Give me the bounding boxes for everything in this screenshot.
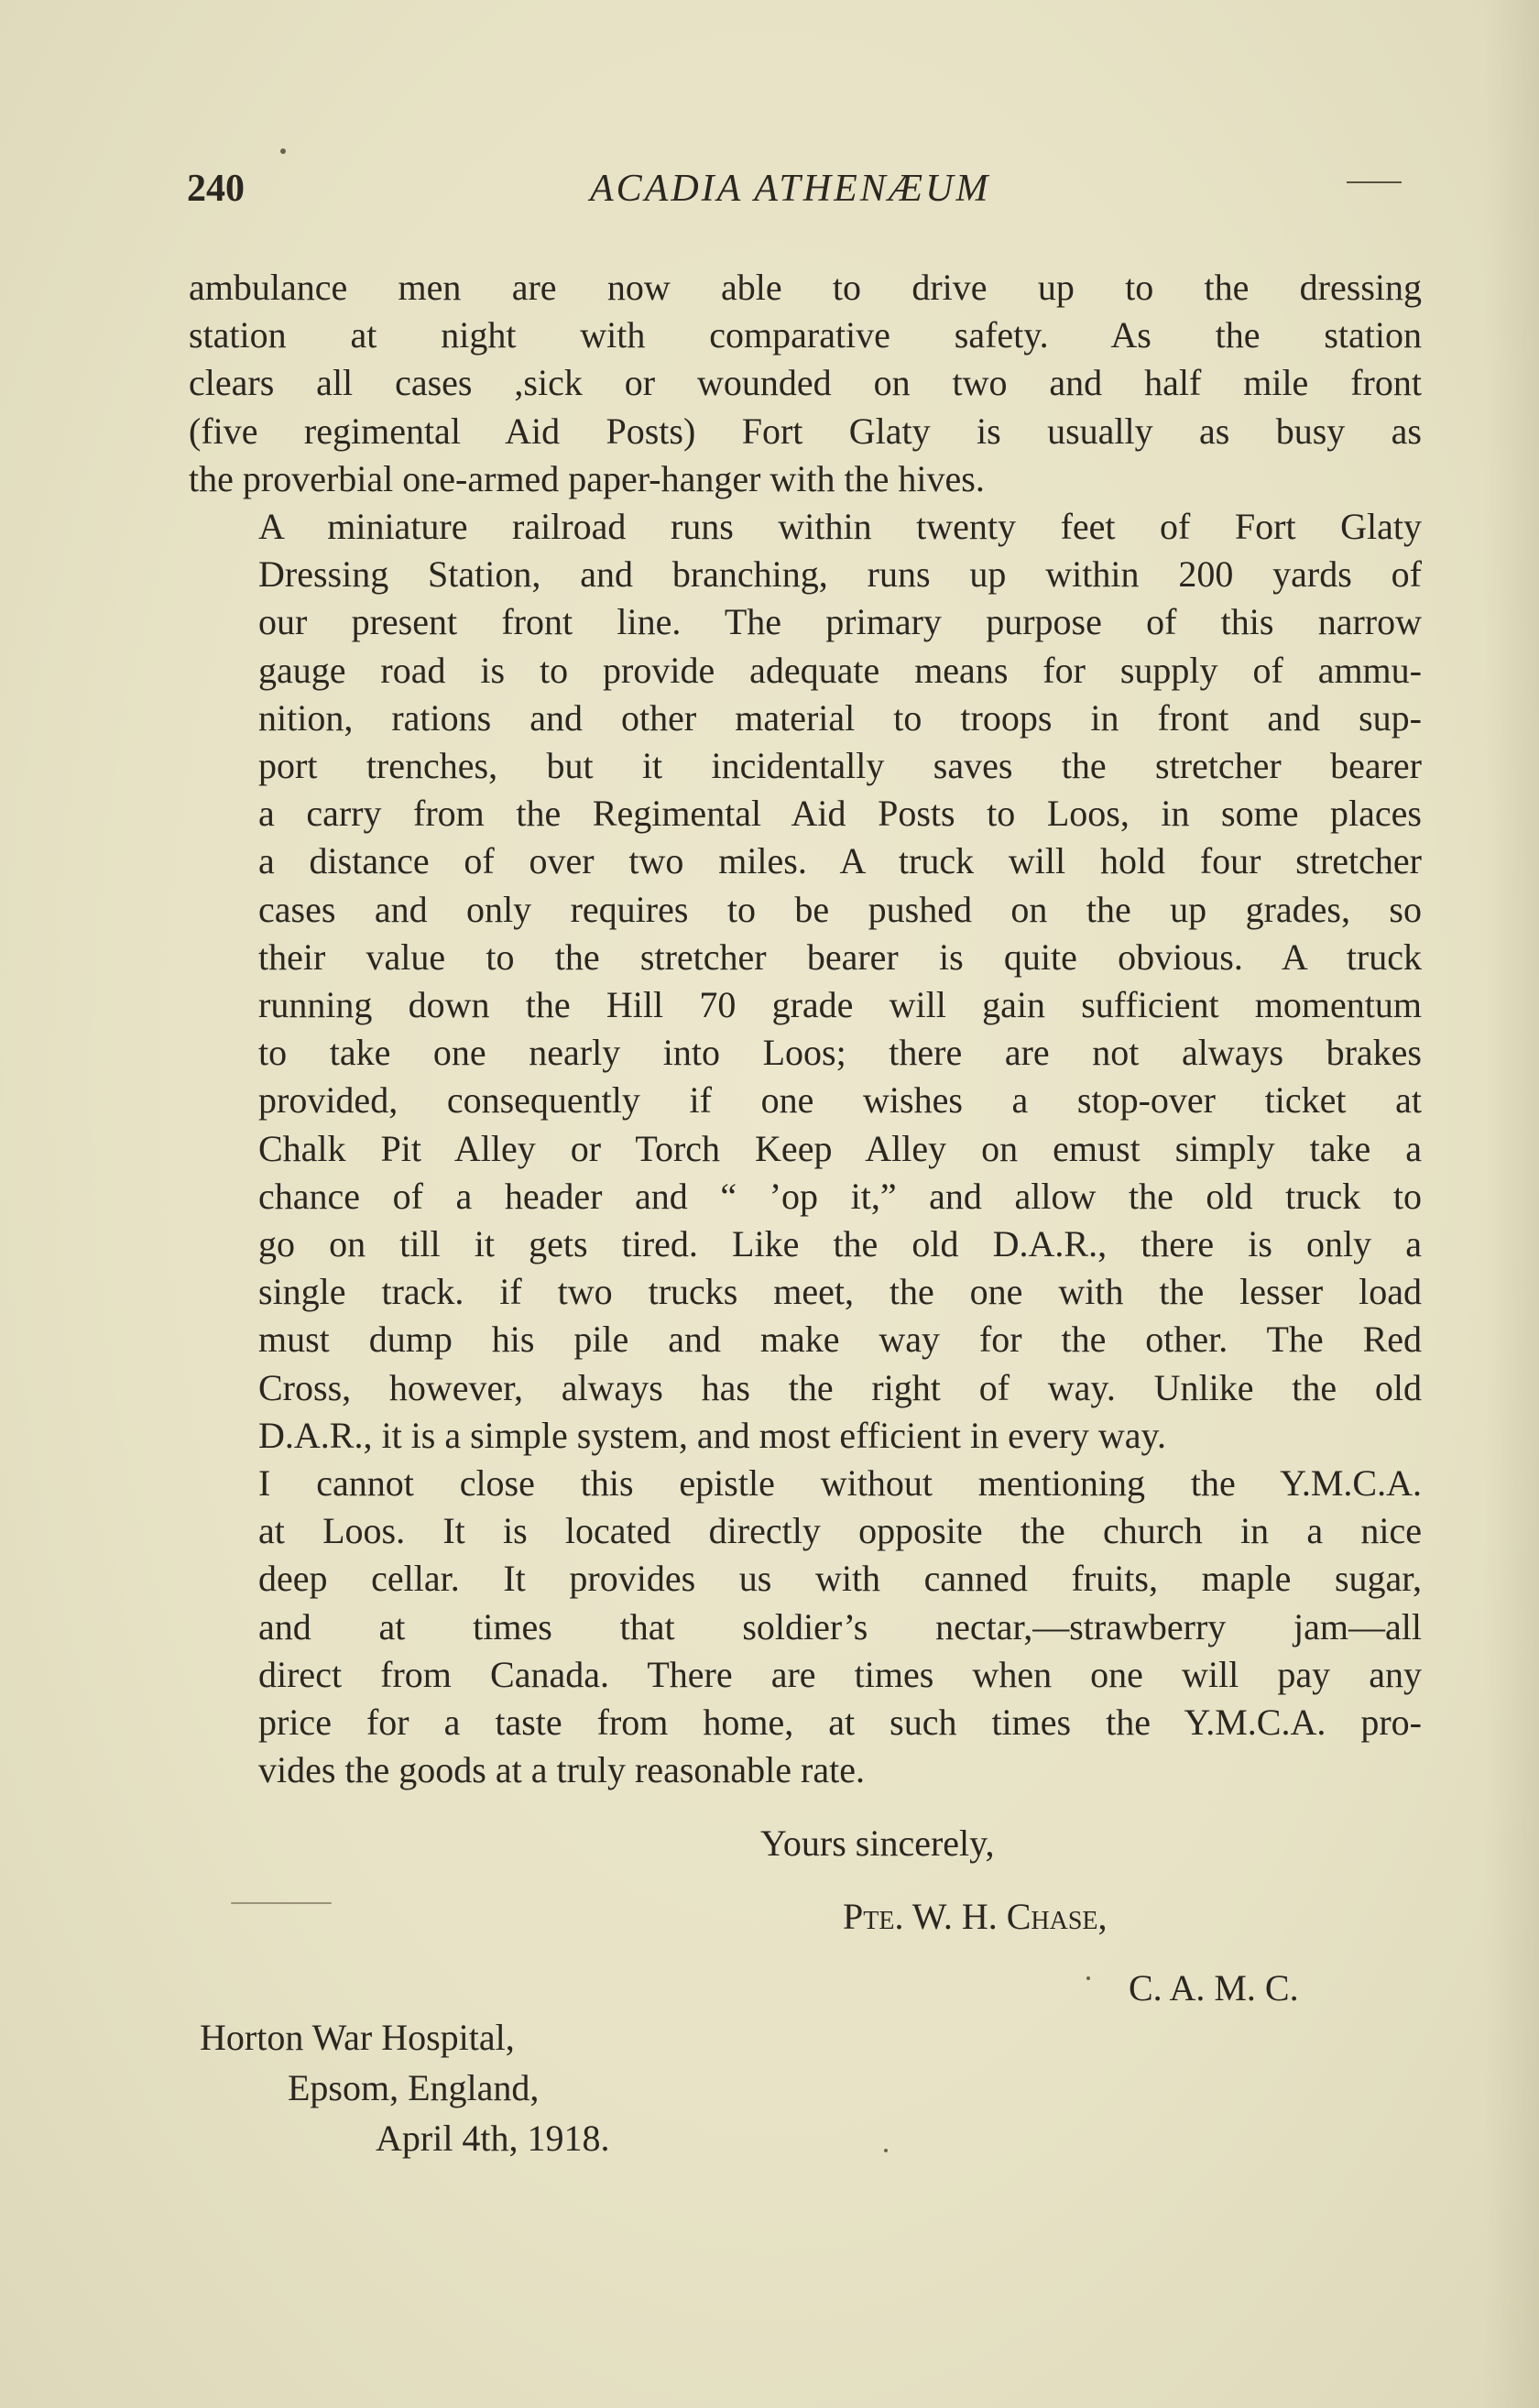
text-line: price for a taste from home, at such times the Y.M.C.A. pro- <box>258 1702 1422 1744</box>
text-line: to take one nearly into Loos; there are not always brakes <box>258 1032 1422 1074</box>
text-line: single track. if two trucks meet, the one with the lesser load <box>258 1271 1422 1313</box>
text-line: go on till it gets tired. Like the old D.A.R., there is only a <box>258 1223 1422 1265</box>
text-line: D.A.R., it is a simple system, and most efficient in every way. <box>258 1414 1166 1456</box>
signature-name: Pte. W. H. Chase, <box>843 1896 1108 1937</box>
text-line: their value to the stretcher bearer is quite obvious. A truck <box>258 936 1422 978</box>
text-line: the proverbial one-armed paper-hanger with the hives. <box>189 457 985 499</box>
text-line: a distance of over two miles. A truck will hold four stretcher <box>258 840 1422 882</box>
paper-mark <box>231 1902 332 1904</box>
paragraph <box>189 1460 1422 1794</box>
address-line-3: April 4th, 1918. <box>376 2118 610 2159</box>
text-line: running down the Hill 70 grade will gain sufficient momentum <box>258 984 1422 1026</box>
paper-speck <box>280 148 286 154</box>
text-line: our present front line. The primary purpose of this narrow <box>258 601 1422 643</box>
paragraph <box>189 503 1422 1460</box>
text-line: vides the goods at a truly reasonable rate. <box>258 1749 865 1791</box>
text-line: provided, consequently if one wishes a stop-over ticket at <box>258 1079 1422 1122</box>
text-line: port trenches, but it incidentally saves the stretcher bearer <box>258 745 1422 787</box>
text-line: must dump his pile and make way for the other. The Red <box>258 1319 1422 1361</box>
paper-speck <box>884 2149 888 2152</box>
text-line: A miniature railroad runs within twenty feet of Fort Glaty <box>258 506 1422 548</box>
page-number: 240 <box>187 168 245 210</box>
text-line: cases and only requires to be pushed on the up grades, so <box>258 888 1422 930</box>
text-line: Cross, however, always has the right of way. Unlike the old <box>258 1366 1422 1408</box>
text-line: nition, rations and other material to troops in front and sup- <box>258 696 1422 739</box>
journal-title: ACADIA ATHENÆUM <box>590 168 991 210</box>
text-line: Dressing Station, and branching, runs up within 200 yards of <box>258 553 1422 596</box>
text-line: and at times that soldier’s nectar,—strawberry jam—all <box>258 1605 1422 1647</box>
text-line: ambulance men are now able to drive up to the dressing <box>189 267 1422 308</box>
closing-salutation: Yours sincerely, <box>760 1822 995 1864</box>
text-line: deep cellar. It provides us with canned fruits, maple sugar, <box>258 1558 1422 1600</box>
text-line: at Loos. It is located directly opposite the church in a nice <box>258 1510 1422 1552</box>
letter-body <box>189 264 1422 1795</box>
paragraph <box>189 264 1422 503</box>
header-rule-mark <box>1347 181 1402 183</box>
paper-speck <box>1086 1976 1090 1980</box>
text-line: I cannot close this epistle without mentioning the Y.M.C.A. <box>258 1462 1422 1505</box>
address-line-2: Epsom, England, <box>288 2067 540 2108</box>
running-header <box>187 167 1420 222</box>
text-line: Chalk Pit Alley or Torch Keep Alley on emust simply take a <box>258 1127 1422 1169</box>
signature-unit: C. A. M. C. <box>1129 1967 1299 2008</box>
text-line: station at night with comparative safety. As the station <box>189 314 1422 356</box>
page-edge-shadow <box>1484 0 1539 2408</box>
text-line: direct from Canada. There are times when one will pay any <box>258 1653 1422 1695</box>
text-line: chance of a header and “ ’op it,” and allow the old truck to <box>258 1175 1422 1217</box>
text-line: gauge road is to provide adequate means for supply of ammu- <box>258 649 1422 691</box>
text-line: a carry from the Regimental Aid Posts to Loos, in some places <box>258 793 1422 835</box>
address-line-1: Horton War Hospital, <box>200 2017 515 2058</box>
text-line: (five regimental Aid Posts) Fort Glaty is usually as busy as <box>189 410 1422 452</box>
text-line: clears all cases ,sick or wounded on two and half mile front <box>189 362 1422 404</box>
